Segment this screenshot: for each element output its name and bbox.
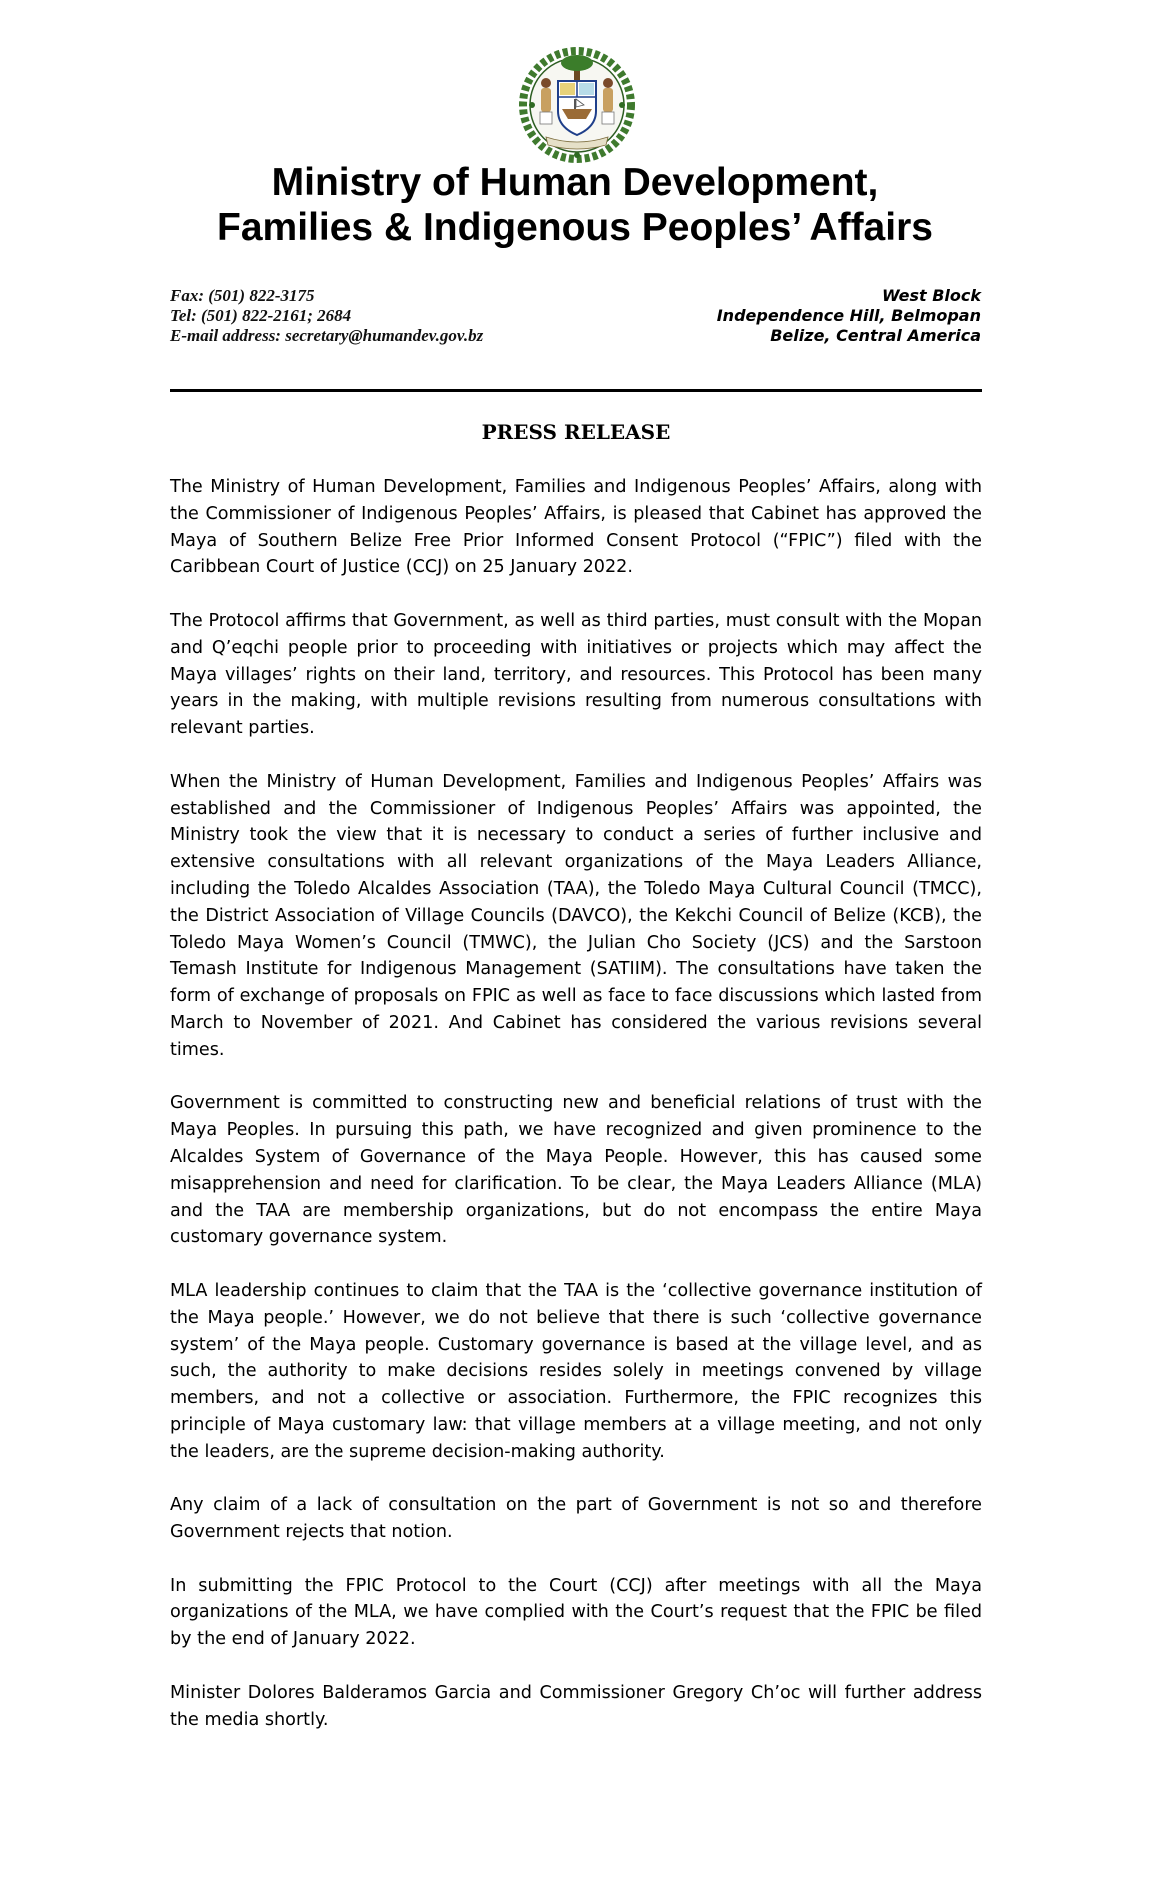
- body-paragraph: MLA leadership continues to claim that the TAA is the ‘collective governance institution of the Maya people.’ However, we do not believe that there is such ‘collective governance system’ of the Maya people. Customary governance is based at the village level, and as such, the authority to make decisions resides solely in meetings convened by village members, and not a collective or association. Furthermore, the FPIC recognizes this principle of Maya customary law: that village members at a village meeting, and not only the leaders, are the supreme decision-making authority.: [170, 1280, 982, 1462]
- ministry-title-line-2: Families & Indigenous Peoples’ Affairs: [217, 206, 933, 249]
- address-line-2: Independence Hill, Belmopan: [716, 306, 981, 325]
- body-paragraph: The Ministry of Human Development, Families and Indigenous Peoples’ Affairs, along with the Commissioner of Indigenous Peoples’ Affairs, is pleased that Cabinet has approved the Maya of Southern Belize Free Prior Informed Consent Protocol (“FPIC”) filed with the Caribbean Court of Justice (CCJ) on 25 January 2022.: [170, 477, 982, 578]
- press-release-body: [170, 474, 982, 1760]
- email-address: E-mail address: secretary@humandev.gov.bz: [170, 326, 484, 345]
- body-paragraph: Government is committed to constructing new and beneficial relations of trust with the Maya Peoples. In pursuing this path, we have recognized and given prominence to the Alcaldes System of Governance of the Maya People. However, this has caused some misapprehension and need for clarification. To be clear, the Maya Leaders Alliance (MLA) and the TAA are membership organizations, but do not encompass the entire Maya customary governance system.: [170, 1093, 982, 1248]
- body-paragraph: The Protocol affirms that Government, as well as third parties, must consult with the Mopan and Q’eqchi people prior to proceeding with initiatives or projects which may affect the Maya villages’ rights on their land, territory, and resources. This Protocol has been many years in the making, with multiple revisions resulting from numerous consultations with relevant parties.: [170, 610, 982, 739]
- header-divider: [170, 389, 982, 392]
- belize-coat-of-arms-icon: [518, 47, 636, 163]
- body-paragraph: Any claim of a lack of consultation on the part of Government is not so and therefore Government rejects that notion.: [170, 1495, 982, 1543]
- fax-number: Fax: (501) 822-3175: [170, 286, 315, 305]
- body-paragraph: When the Ministry of Human Development, Families and Indigenous Peoples’ Affairs was established and the Commissioner of Indigenous Peoples’ Affairs was appointed, the Ministry took the view that it is necessary to conduct a series of further inclusive and extensive consultations with all relevant organizations of the Maya Leaders Alliance, including the Toledo Alcaldes Association (TAA), the Toledo Maya Cultural Council (TMCC), the District Association of Village Councils (DAVCO), the Kekchi Council of Belize (KCB), the Toledo Maya Women’s Council (TMWC), the Julian Cho Society (JCS) and the Sarstoon Temash Institute for Indigenous Management (SATIIM). The consultations have taken the form of exchange of proposals on FPIC as well as face to face discussions which lasted from March to November of 2021. And Cabinet has considered the various revisions several times.: [170, 771, 982, 1060]
- address-line-1: West Block: [881, 286, 981, 305]
- address-line-3: Belize, Central America: [770, 326, 981, 345]
- contact-details: [170, 286, 590, 346]
- postal-address: [641, 286, 981, 346]
- ministry-title: [150, 160, 1000, 250]
- document-heading: PRESS RELEASE: [481, 420, 671, 444]
- telephone-number: Tel: (501) 822-2161; 2684: [170, 306, 352, 325]
- ministry-title-line-1: Ministry of Human Development,: [271, 161, 879, 204]
- body-paragraph: Minister Dolores Balderamos Garcia and Commissioner Gregory Ch’oc will further address the media shortly.: [170, 1682, 982, 1730]
- body-paragraph: In submitting the FPIC Protocol to the Court (CCJ) after meetings with all the Maya organizations of the MLA, we have complied with the Court’s request that the FPIC be filed by the end of January 2022.: [170, 1575, 982, 1650]
